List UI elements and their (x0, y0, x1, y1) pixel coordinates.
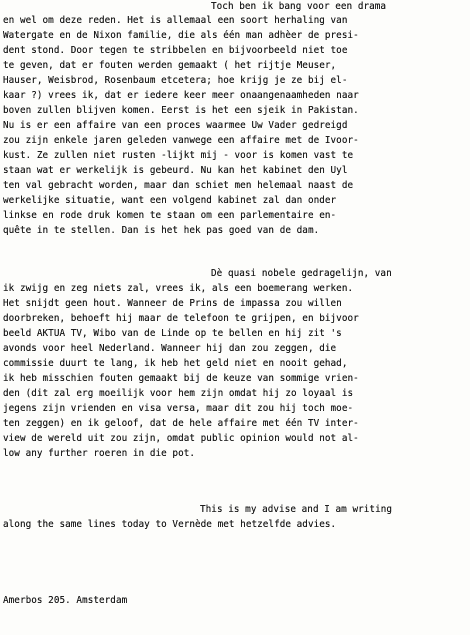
text-line: Het snijdt geen hout. Wanneer de Prins de impassa zou willen (3, 298, 342, 309)
text-line: en wel om deze reden. Het is allemaal een soort herhaling van (3, 15, 348, 26)
text-line: staan wat er werkelijk is gebeurd. Nu kan het kabinet den Uyl (3, 165, 348, 176)
text-line: Toch ben ik bang voor een drama (211, 1, 387, 12)
text-line: Watergate en de Nixon familie, die als één man adhèer de presi- (3, 30, 359, 41)
text-line: kust. Ze zullen niet rusten -lijkt mij - voor is komen vast te (3, 150, 354, 161)
text-line: quête in te stellen. Dan is het hek pas goed van de dam. (3, 225, 320, 236)
text-line: ik heb misschien fouten gemaakt bij de keuze van sommige vrien- (3, 373, 359, 384)
text-line: view de wereld uit zou zijn, omdat public opinion would not al- (3, 433, 359, 444)
text-line: den (dit zal erg moeilijk voor hem zijn omdat hij zo loyaal is (3, 388, 354, 399)
text-line: zou zijn enkele jaren geleden vanwege een affaire met de Ivoor- (3, 135, 359, 146)
text-line: low any further roeren in die pot. (3, 448, 196, 459)
text-line: kaar ?) vrees ik, dat er iedere keer meer onaangenaamheden naar (3, 90, 359, 101)
text-line: ik zwijg en zeg niets zal, vrees ik, als een boemerang werken. (3, 283, 354, 294)
text-line: dent stond. Door tegen te stribbelen en bijvoorbeeld niet toe (3, 45, 348, 56)
text-line: avonds voor heel Nederland. Wanneer hij dan zou zeggen, die (3, 343, 337, 354)
text-line: doorbreken, behoeft hij maar de telefoon te grijpen, en bijvoor (3, 313, 359, 324)
text-line: along the same lines today to Vernède met hetzelfde advies. (3, 519, 337, 530)
text-line: linkse en rode druk komen te staan om een parlementaire en- (3, 210, 337, 221)
text-line: Hauser, Weisbrod, Rosenbaum etcetera; hoe krijg je ze bij el- (3, 75, 348, 86)
footer-address: Amerbos 205. Amsterdam (3, 595, 128, 606)
text-line: beeld AKTUA TV, Wibo van de Linde op te bellen en hij zit 's (3, 328, 342, 339)
text-line: commissie duurt te lang, ik heb het geld niet en nooit gehad, (3, 358, 348, 369)
text-line: werkelijke situatie, want een volgend kabinet zal dan onder (3, 195, 337, 206)
text-line: ten zeggen) en ik geloof, dat de hele affaire met één TV inter- (3, 418, 359, 429)
text-line: ten val gebracht worden, maar dan schiet men helemaal naast de (3, 180, 354, 191)
text-line: Nu is er een affaire van een proces waarmee Uw Vader gedreigd (3, 120, 348, 131)
text-line: This is my advise and I am writing (200, 504, 393, 515)
text-line: jegens zijn vrienden en visa versa, maar dit zou hij toch moe- (3, 403, 354, 414)
text-line: Dè quasi nobele gedragelijn, van (211, 268, 392, 279)
text-line: te geven, dat er fouten werden gemaakt ( het rijtje Meuser, (3, 60, 337, 71)
text-line: boven zullen blijven komen. Eerst is het een sjeik in Pakistan. (3, 105, 359, 116)
